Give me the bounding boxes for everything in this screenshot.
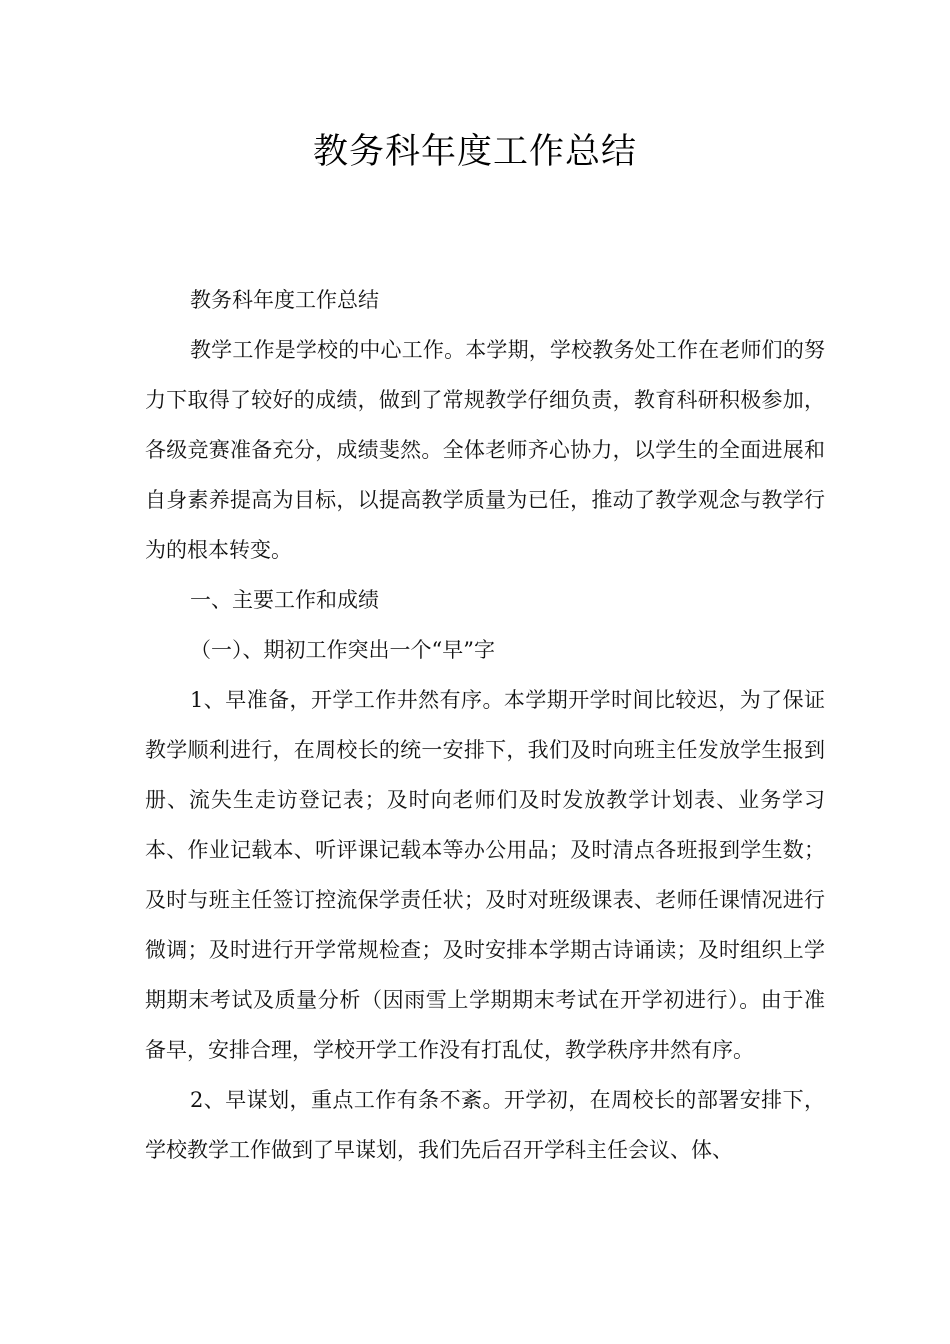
paragraph-subtitle: 教务科年度工作总结 — [190, 288, 379, 312]
subsection-heading: （一）、期初工作突出一个“早”字 — [190, 638, 495, 662]
document-body — [145, 275, 825, 1175]
document-title: 教务科年度工作总结 — [312, 132, 637, 172]
paragraph-item-1: 1、早准备，开学工作井然有序。本学期开学时间比较迟，为了保证教学顺利进行，在周校长的统一安排下，我们及时向班主任发放学生报到册、流失生走访登记表；及时向老师们及时发放教学计划表、业务学习本、作业记载本、听评课记载本等办公用品；及时清点各班报到学生数；及时与班主任签订控流保学责任状；及时对班级课表、老师任课情况进行微调；及时进行开学常规检查；及时安排本学期古诗诵读；及时组织上学期期末考试及质量分析（因雨雪上学期期末考试在开学初进行）。由于准备早，安排合理，学校开学工作没有打乱仗，教学秩序井然有序。 — [145, 688, 825, 1062]
paragraph-item-2: 2、早谋划，重点工作有条不紊。开学初，在周校长的部署安排下，学校教学工作做到了早谋划，我们先后召开学科主任会议、体、 — [145, 1088, 825, 1162]
paragraph-intro: 教学工作是学校的中心工作。本学期，学校教务处工作在老师们的努力下取得了较好的成绩，做到了常规教学仔细负责，教育科研积极参加，各级竞赛准备充分，成绩斐然。全体老师齐心协力，以学生的全面进展和自身素养提高为目标，以提高教学质量为已任，推动了教学观念与教学行为的根本转变。 — [145, 338, 825, 562]
section-heading: 一、主要工作和成绩 — [190, 588, 379, 612]
